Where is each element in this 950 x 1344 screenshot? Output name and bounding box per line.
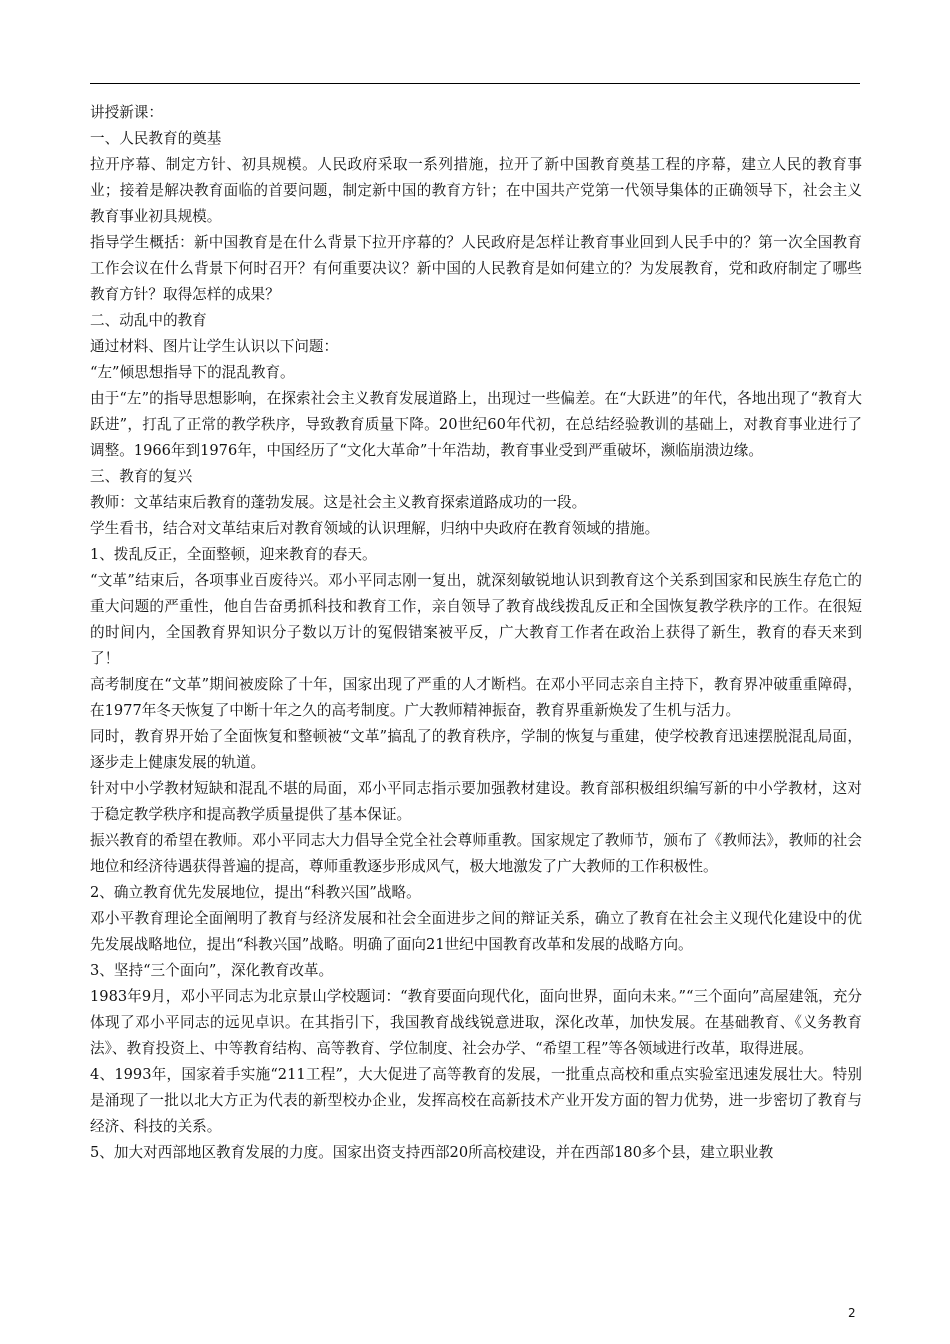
paragraph: 二、动乱中的教育 bbox=[90, 312, 207, 329]
paragraph: 指导学生概括：新中国教育是在什么背景下拉开序幕的？人民政府是怎样让教育事业回到人民手中的？第一次全国教育工作会议在什么背景下何时召开？有何重要决议？新中国的人民教育是如何建立的？为发展教育，党和政府制定了哪些教育方针？取得怎样的成果？ bbox=[90, 234, 862, 303]
paragraph: 由于“左”的指导思想影响，在探索社会主义教育发展道路上，出现过一些偏差。在“大跃进”的年代，各地出现了“教育大跃进”，打乱了正常的教学秩序，导致教育质量下降。20世纪60年代初，在总结经验教训的基础上，对教育事业进行了调整。1966年到1976年，中国经历了“文化大革命”十年浩劫，教育事业受到严重破坏，濒临崩溃边缘。 bbox=[90, 390, 862, 459]
paragraph: 通过材料、图片让学生认识以下问题： bbox=[90, 338, 339, 355]
paragraph: 同时，教育界开始了全面恢复和整顿被“文革”搞乱了的教育秩序，学制的恢复与重建，使学校教育迅速摆脱混乱局面，逐步走上健康发展的轨道。 bbox=[90, 728, 862, 771]
paragraph: 讲授新课： bbox=[90, 104, 163, 121]
document-body bbox=[90, 100, 862, 1166]
paragraph: 邓小平教育理论全面阐明了教育与经济发展和社会全面进步之间的辩证关系，确立了教育在社会主义现代化建设中的优先发展战略地位，提出“科教兴国”战略。明确了面向21世纪中国教育改革和发展的战略方向。 bbox=[90, 910, 862, 953]
paragraph: 三、教育的复兴 bbox=[90, 468, 193, 485]
paragraph: 5、加大对西部地区教育发展的力度。国家出资支持西部20所高校建设，并在西部180多个县，建立职业教 bbox=[90, 1144, 774, 1161]
paragraph: 2、确立教育优先发展地位，提出“科教兴国”战略。 bbox=[90, 884, 421, 901]
paragraph: 3、坚持“三个面向”，深化教育改革。 bbox=[90, 962, 334, 979]
paragraph: 1983年9月，邓小平同志为北京景山学校题词：“教育要面向现代化，面向世界，面向未来。”“三个面向”高屋建瓴，充分体现了邓小平同志的远见卓识。在其指引下，我国教育战线锐意进取，深化改革，加快发展。在基础教育、《义务教育法》、教育投资上、中等教育结构、高等教育、学位制度、社会办学、“希望工程”等各领域进行改革，取得进展。 bbox=[90, 988, 862, 1057]
page-number: 2 bbox=[848, 1306, 856, 1320]
paragraph: 高考制度在“文革”期间被废除了十年，国家出现了严重的人才断档。在邓小平同志亲自主持下，教育界冲破重重障碍，在1977年冬天恢复了中断十年之久的高考制度。广大教师精神振奋，教育界重新焕发了生机与活力。 bbox=[90, 676, 862, 719]
paragraph: 拉开序幕、制定方针、初具规模。人民政府采取一系列措施，拉开了新中国教育奠基工程的序幕，建立人民的教育事业；接着是解决教育面临的首要问题，制定新中国的教育方针；在中国共产党第一代领导集体的正确领导下，社会主义教育事业初具规模。 bbox=[90, 156, 862, 225]
header-rule bbox=[90, 83, 860, 84]
paragraph: 振兴教育的希望在教师。邓小平同志大力倡导全党全社会尊师重教。国家规定了教师节，颁布了《教师法》，教师的社会地位和经济待遇获得普遍的提高，尊师重教逐步形成风气，极大地激发了广大教师的工作积极性。 bbox=[90, 832, 862, 875]
paragraph: 4、1993年，国家着手实施“211工程”，大大促进了高等教育的发展，一批重点高校和重点实验室迅速发展壮大。特别是涌现了一批以北大方正为代表的新型校办企业，发挥高校在高新技术产业开发方面的智力优势，进一步密切了教育与经济、科技的关系。 bbox=[90, 1066, 862, 1135]
paragraph: “文革”结束后，各项事业百废待兴。邓小平同志刚一复出，就深刻敏锐地认识到教育这个关系到国家和民族生存危亡的重大问题的严重性，他自告奋勇抓科技和教育工作，亲自领导了教育战线拨乱反正和全国恢复教学秩序的工作。在很短的时间内，全国教育界知识分子数以万计的冤假错案被平反，广大教育工作者在政治上获得了新生，教育的春天来到了！ bbox=[90, 572, 862, 667]
paragraph: 教师：文革结束后教育的蓬勃发展。这是社会主义教育探索道路成功的一段。 bbox=[90, 494, 587, 511]
paragraph: “左”倾思想指导下的混乱教育。 bbox=[90, 364, 295, 381]
paragraph: 一、人民教育的奠基 bbox=[90, 130, 222, 147]
paragraph: 学生看书，结合对文革结束后对教育领域的认识理解，归纳中央政府在教育领域的措施。 bbox=[90, 520, 660, 537]
paragraph: 1、拨乱反正，全面整顿，迎来教育的春天。 bbox=[90, 546, 377, 563]
paragraph: 针对中小学教材短缺和混乱不堪的局面，邓小平同志指示要加强教材建设。教育部积极组织编写新的中小学教材，这对于稳定教学秩序和提高教学质量提供了基本保证。 bbox=[90, 780, 862, 823]
